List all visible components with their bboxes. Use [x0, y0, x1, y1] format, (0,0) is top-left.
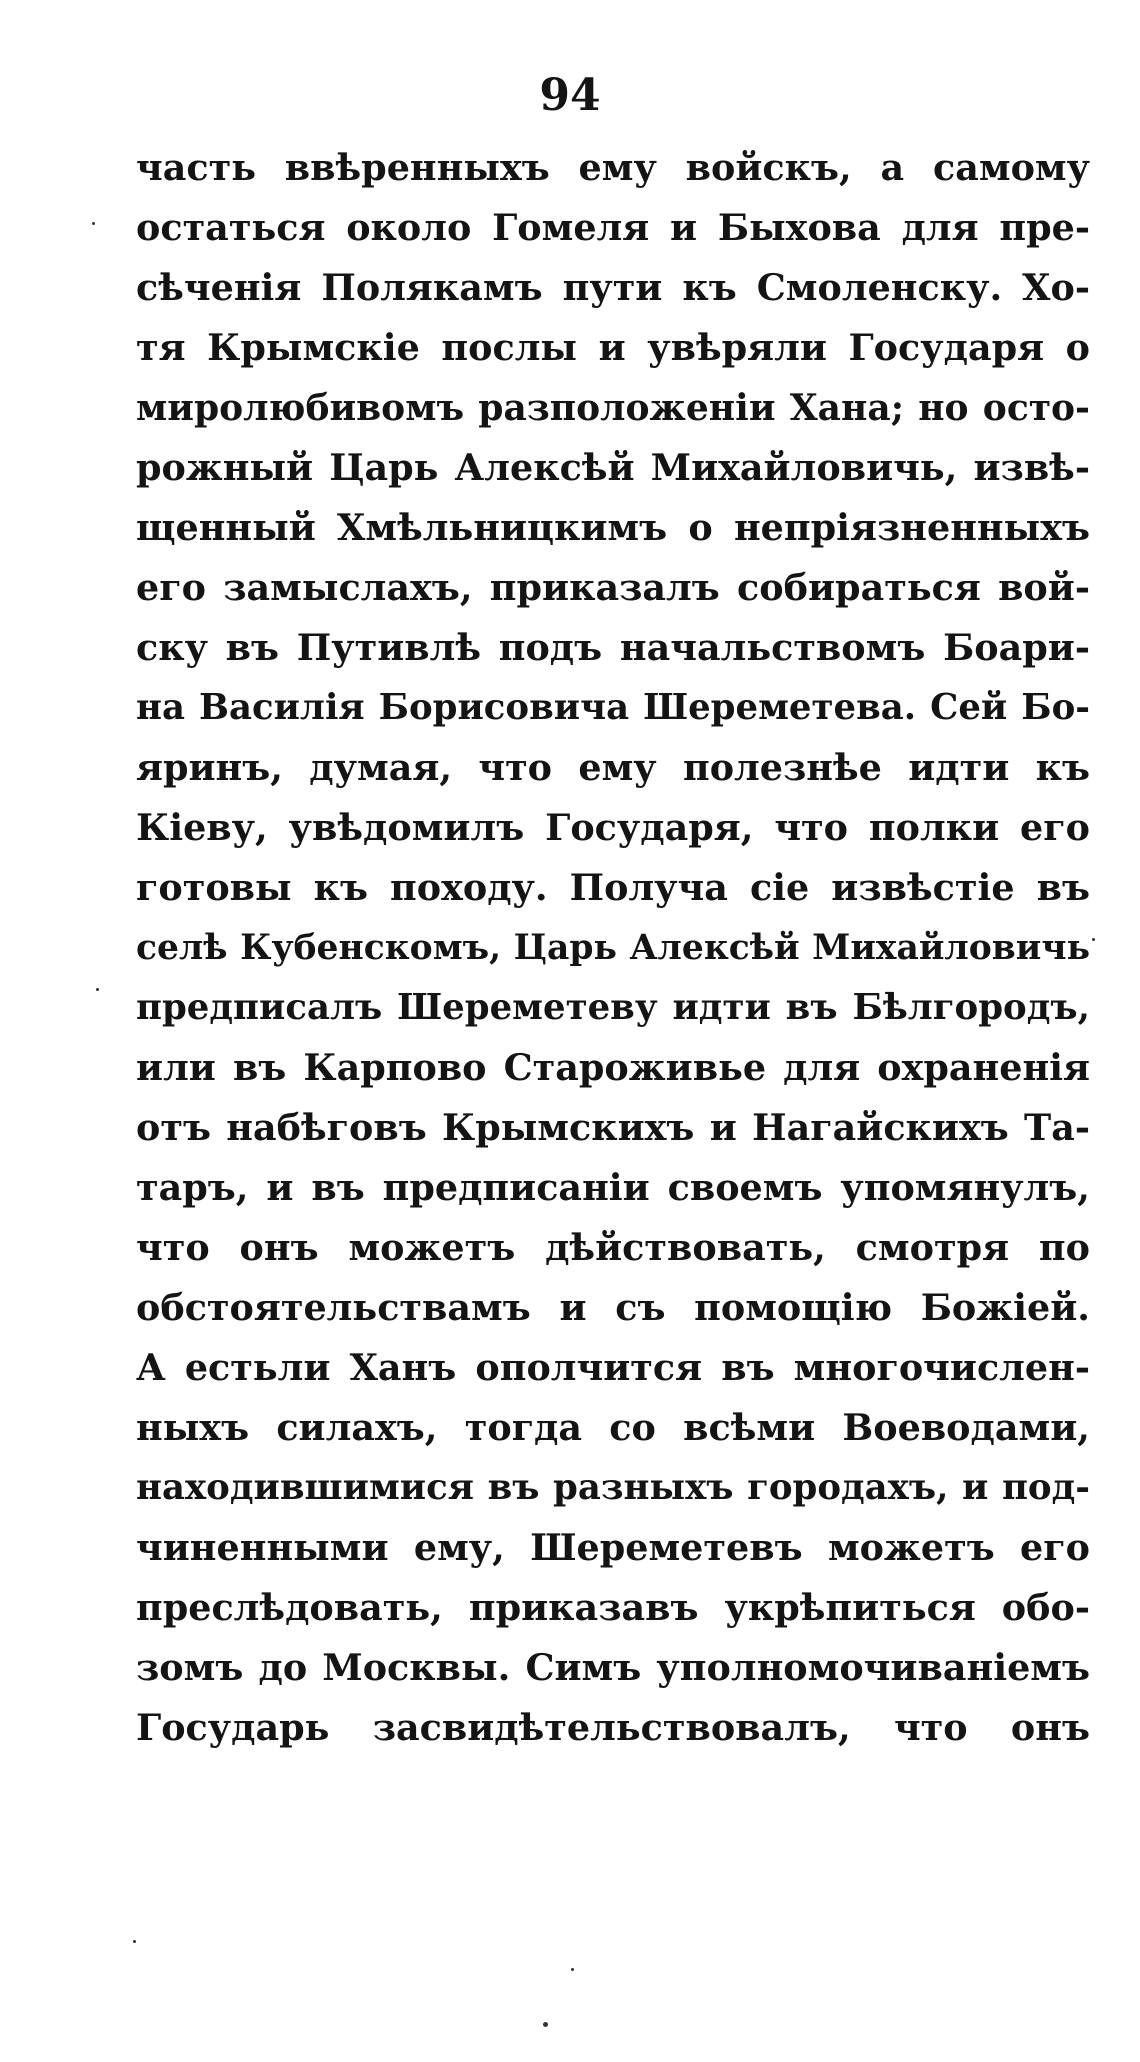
text-line: находившимися въ разныхъ городахъ, и под-	[136, 1467, 1090, 1508]
text-line: что онъ можетъ дѣйствовать, смотря по	[136, 1226, 1090, 1269]
print-speck	[92, 222, 95, 225]
text-line: часть ввѣренныхъ ему войскъ, а самому	[136, 146, 1090, 189]
text-line: сѣченія Полякамъ пути къ Смоленску. Хо-	[136, 266, 1090, 309]
text-line: ску въ Путивлѣ подъ начальствомъ Боари-	[136, 626, 1090, 669]
text-line: миролюбивомъ разположеніи Хана; но осто-	[136, 387, 1090, 429]
print-speck	[571, 1968, 574, 1971]
print-speck	[543, 2022, 548, 2027]
text-line: на Василія Борисовича Шереметева. Сей Бо-	[136, 687, 1090, 728]
text-line: щенный Хмѣльницкимъ о непріязненныхъ	[136, 506, 1090, 549]
text-line: предписалъ Шереметеву идти въ Бѣлгородъ,	[136, 987, 1090, 1028]
text-line: Кіеву, увѣдомилъ Государя, что полки его	[136, 806, 1090, 849]
text-line: остаться около Гомеля и Быхова для пре-	[136, 206, 1090, 249]
text-line: или въ Карпово Староживье для охраненія	[136, 1046, 1090, 1089]
text-line: яринъ, думая, что ему полезнѣе идти къ	[136, 746, 1090, 789]
print-speck	[133, 1940, 136, 1943]
print-speck	[1092, 938, 1095, 941]
text-line: тя Крымскіе послы и увѣряли Государя о	[136, 326, 1090, 369]
print-speck	[96, 988, 99, 991]
text-line: Государь засвидѣтельствовалъ, что онъ	[136, 1706, 1090, 1749]
text-line: зомъ до Москвы. Симъ уполномочиваніемъ	[136, 1646, 1090, 1689]
text-line: таръ, и въ предписаніи своемъ упомянулъ,	[136, 1166, 1090, 1209]
text-line: чиненными ему, Шереметевъ можетъ его	[136, 1526, 1090, 1569]
body-text	[136, 138, 1090, 1758]
page-number: 94	[539, 70, 601, 121]
text-line: ныхъ силахъ, тогда со всѣми Воеводами,	[136, 1406, 1090, 1449]
text-line: отъ набѣговъ Крымскихъ и Нагайскихъ Та-	[136, 1106, 1090, 1149]
text-line: его замыслахъ, приказалъ собираться вой-	[136, 566, 1090, 609]
text-line: готовы къ походу. Получа сіе извѣстіе въ	[136, 866, 1090, 909]
text-line: селѣ Кубенскомъ, Царь Алексѣй Михайловичь	[136, 928, 1090, 968]
text-line: преслѣдовать, приказавъ укрѣпиться обо-	[136, 1586, 1090, 1629]
text-line: А естьли Ханъ ополчится въ многочислен-	[136, 1346, 1090, 1389]
text-line: рожный Царь Алексѣй Михайловичь, извѣ-	[136, 446, 1090, 489]
text-line: обстоятельствамъ и съ помощію Божіей.	[136, 1286, 1090, 1329]
